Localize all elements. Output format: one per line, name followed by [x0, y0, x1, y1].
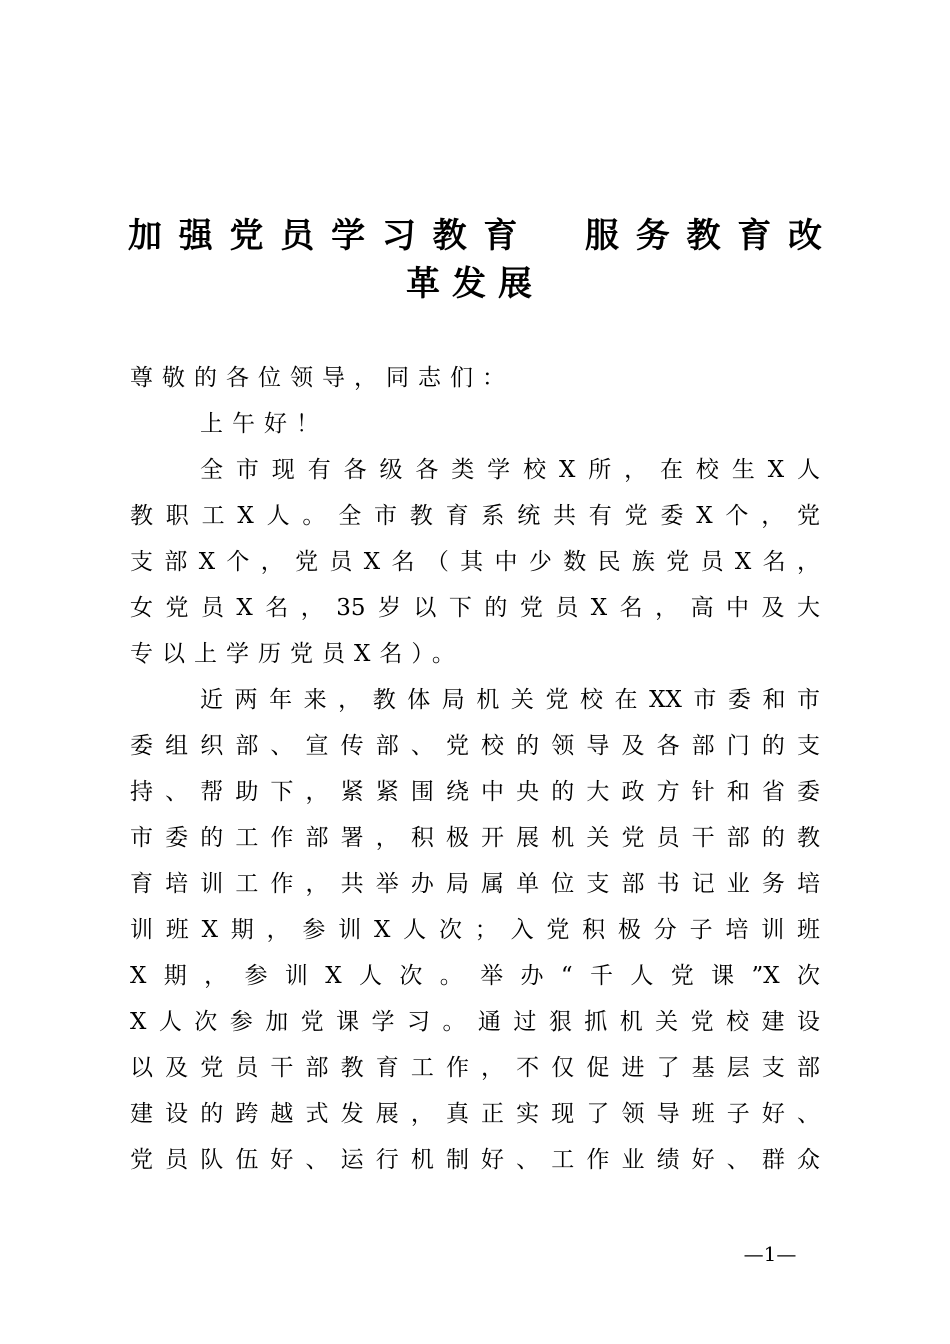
- paragraph-2-line: 训班X期，参训X人次；入党积极分子培训班: [130, 917, 820, 943]
- paragraph-2-line: 委组织部、宣传部、党校的领导及各部门的支: [130, 733, 820, 759]
- paragraph-1-line: 专以上学历党员X名）。: [130, 641, 464, 667]
- paragraph-1-line: 全市现有各级各类学校X所，在校生X人: [200, 457, 820, 483]
- paragraph-2-line: 建设的跨越式发展，真正实现了领导班子好、: [130, 1101, 820, 1127]
- paragraph-2-line: 持、帮助下，紧紧围绕中央的大政方针和省委: [130, 779, 820, 805]
- paragraph-2-line: X人次参加党课学习。通过狠抓机关党校建设: [130, 1009, 820, 1035]
- paragraph-1-line: 女党员X名，35岁以下的党员X名，高中及大: [130, 595, 820, 621]
- paragraph-2-line: X期，参训X人次。举办“千人党课”X次: [130, 963, 820, 989]
- page-number: —1—: [743, 1242, 797, 1266]
- document-title-line-2: 革发展: [406, 264, 544, 304]
- salutation-line: 上午好！: [200, 411, 328, 437]
- paragraph-2-line: 育培训工作，共举办局属单位支部书记业务培: [130, 871, 820, 897]
- paragraph-1-line: 教职工X人。全市教育系统共有党委X个，党: [130, 503, 820, 529]
- paragraph-2-line: 以及党员干部教育工作，不仅促进了基层支部: [130, 1055, 820, 1081]
- document-title-line-1: 加强党员学习教育 服务教育改: [128, 216, 822, 256]
- paragraph-1-line: 支部X个，党员X名（其中少数民族党员X名，: [130, 549, 820, 575]
- paragraph-2-line: 近两年来，教体局机关党校在XX市委和市: [200, 687, 820, 713]
- paragraph-2-line: 党员队伍好、运行机制好、工作业绩好、群众: [130, 1147, 820, 1173]
- paragraph-2-line: 市委的工作部署，积极开展机关党员干部的教: [130, 825, 820, 851]
- greeting-line: 尊敬的各位领导，同志们：: [130, 365, 514, 391]
